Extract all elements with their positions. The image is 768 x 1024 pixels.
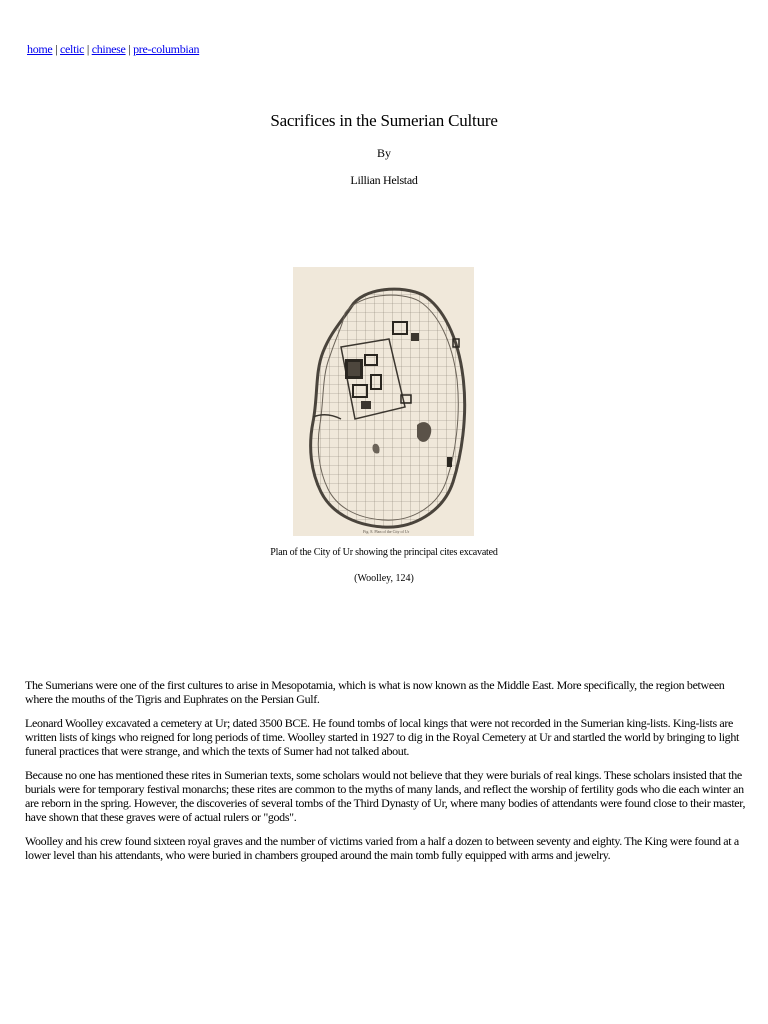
- top-navigation: [27, 42, 199, 57]
- nav-link-chinese[interactable]: chinese: [91, 42, 126, 56]
- svg-text:Fig. 8. Plan of the City of U: Fig. 8. Plan of the City of Ur: [363, 529, 410, 534]
- paragraph: Leonard Woolley excavated a cemetery at Ur; dated 3500 BCE. He found tombs of local kings that were not recorded in the Sumerian king-lists. King-lists are written lists of kings who reigned for long periods of time. Woolley started in 1927 to dig in the Royal Cemetery at Ur and startled the world by bringing to light funeral practices that were strange, and which the texts of Sumer had not talked about.: [25, 716, 739, 758]
- paragraph: Because no one has mentioned these rites in Sumerian texts, some scholars would not believe that they were burials of real kings. These scholars insisted that the burials were for temporary festival monarchs; these rites are common to the myths of many lands, and reflect the worship of fertility gods who die each winter an are reborn in the spring. However, the discoveries of several tombs of the Third Dynasty of Ur, where many bodies of attendants were found close to their master, have shown that these graves were of actual rulers or "gods".: [25, 768, 746, 824]
- nav-separator: |: [55, 42, 58, 56]
- figure-caption: Plan of the City of Ur showing the principal cites excavated: [270, 547, 498, 558]
- paragraph: The Sumerians were one of the first cultures to arise in Mesopotamia, which is what is now known as the Middle East. More specifically, the region between where the mouths of the Tigris and Euphrates on the Persian Gulf.: [25, 678, 725, 706]
- nav-link-home[interactable]: home: [27, 42, 53, 56]
- author-name: Lillian Helstad: [350, 173, 418, 187]
- article-title: Sacrifices in the Sumerian Culture: [270, 111, 498, 130]
- paragraph: Woolley and his crew found sixteen royal graves and the number of victims varied from a half a dozen to between seventy and eighty. The King were found at a lower level than his attendants, who were buried in chambers grouped around the main tomb fully equipped with arms and jewelry.: [25, 834, 739, 862]
- nav-separator: |: [128, 42, 131, 56]
- figure-citation: (Woolley, 124): [354, 573, 414, 584]
- nav-link-pre-columbian[interactable]: pre-columbian: [133, 42, 200, 56]
- article-body: [25, 678, 747, 872]
- nav-separator: |: [86, 42, 89, 56]
- byline-label: By: [376, 146, 391, 160]
- nav-link-celtic[interactable]: celtic: [59, 42, 85, 56]
- ur-city-plan-image: [293, 267, 474, 536]
